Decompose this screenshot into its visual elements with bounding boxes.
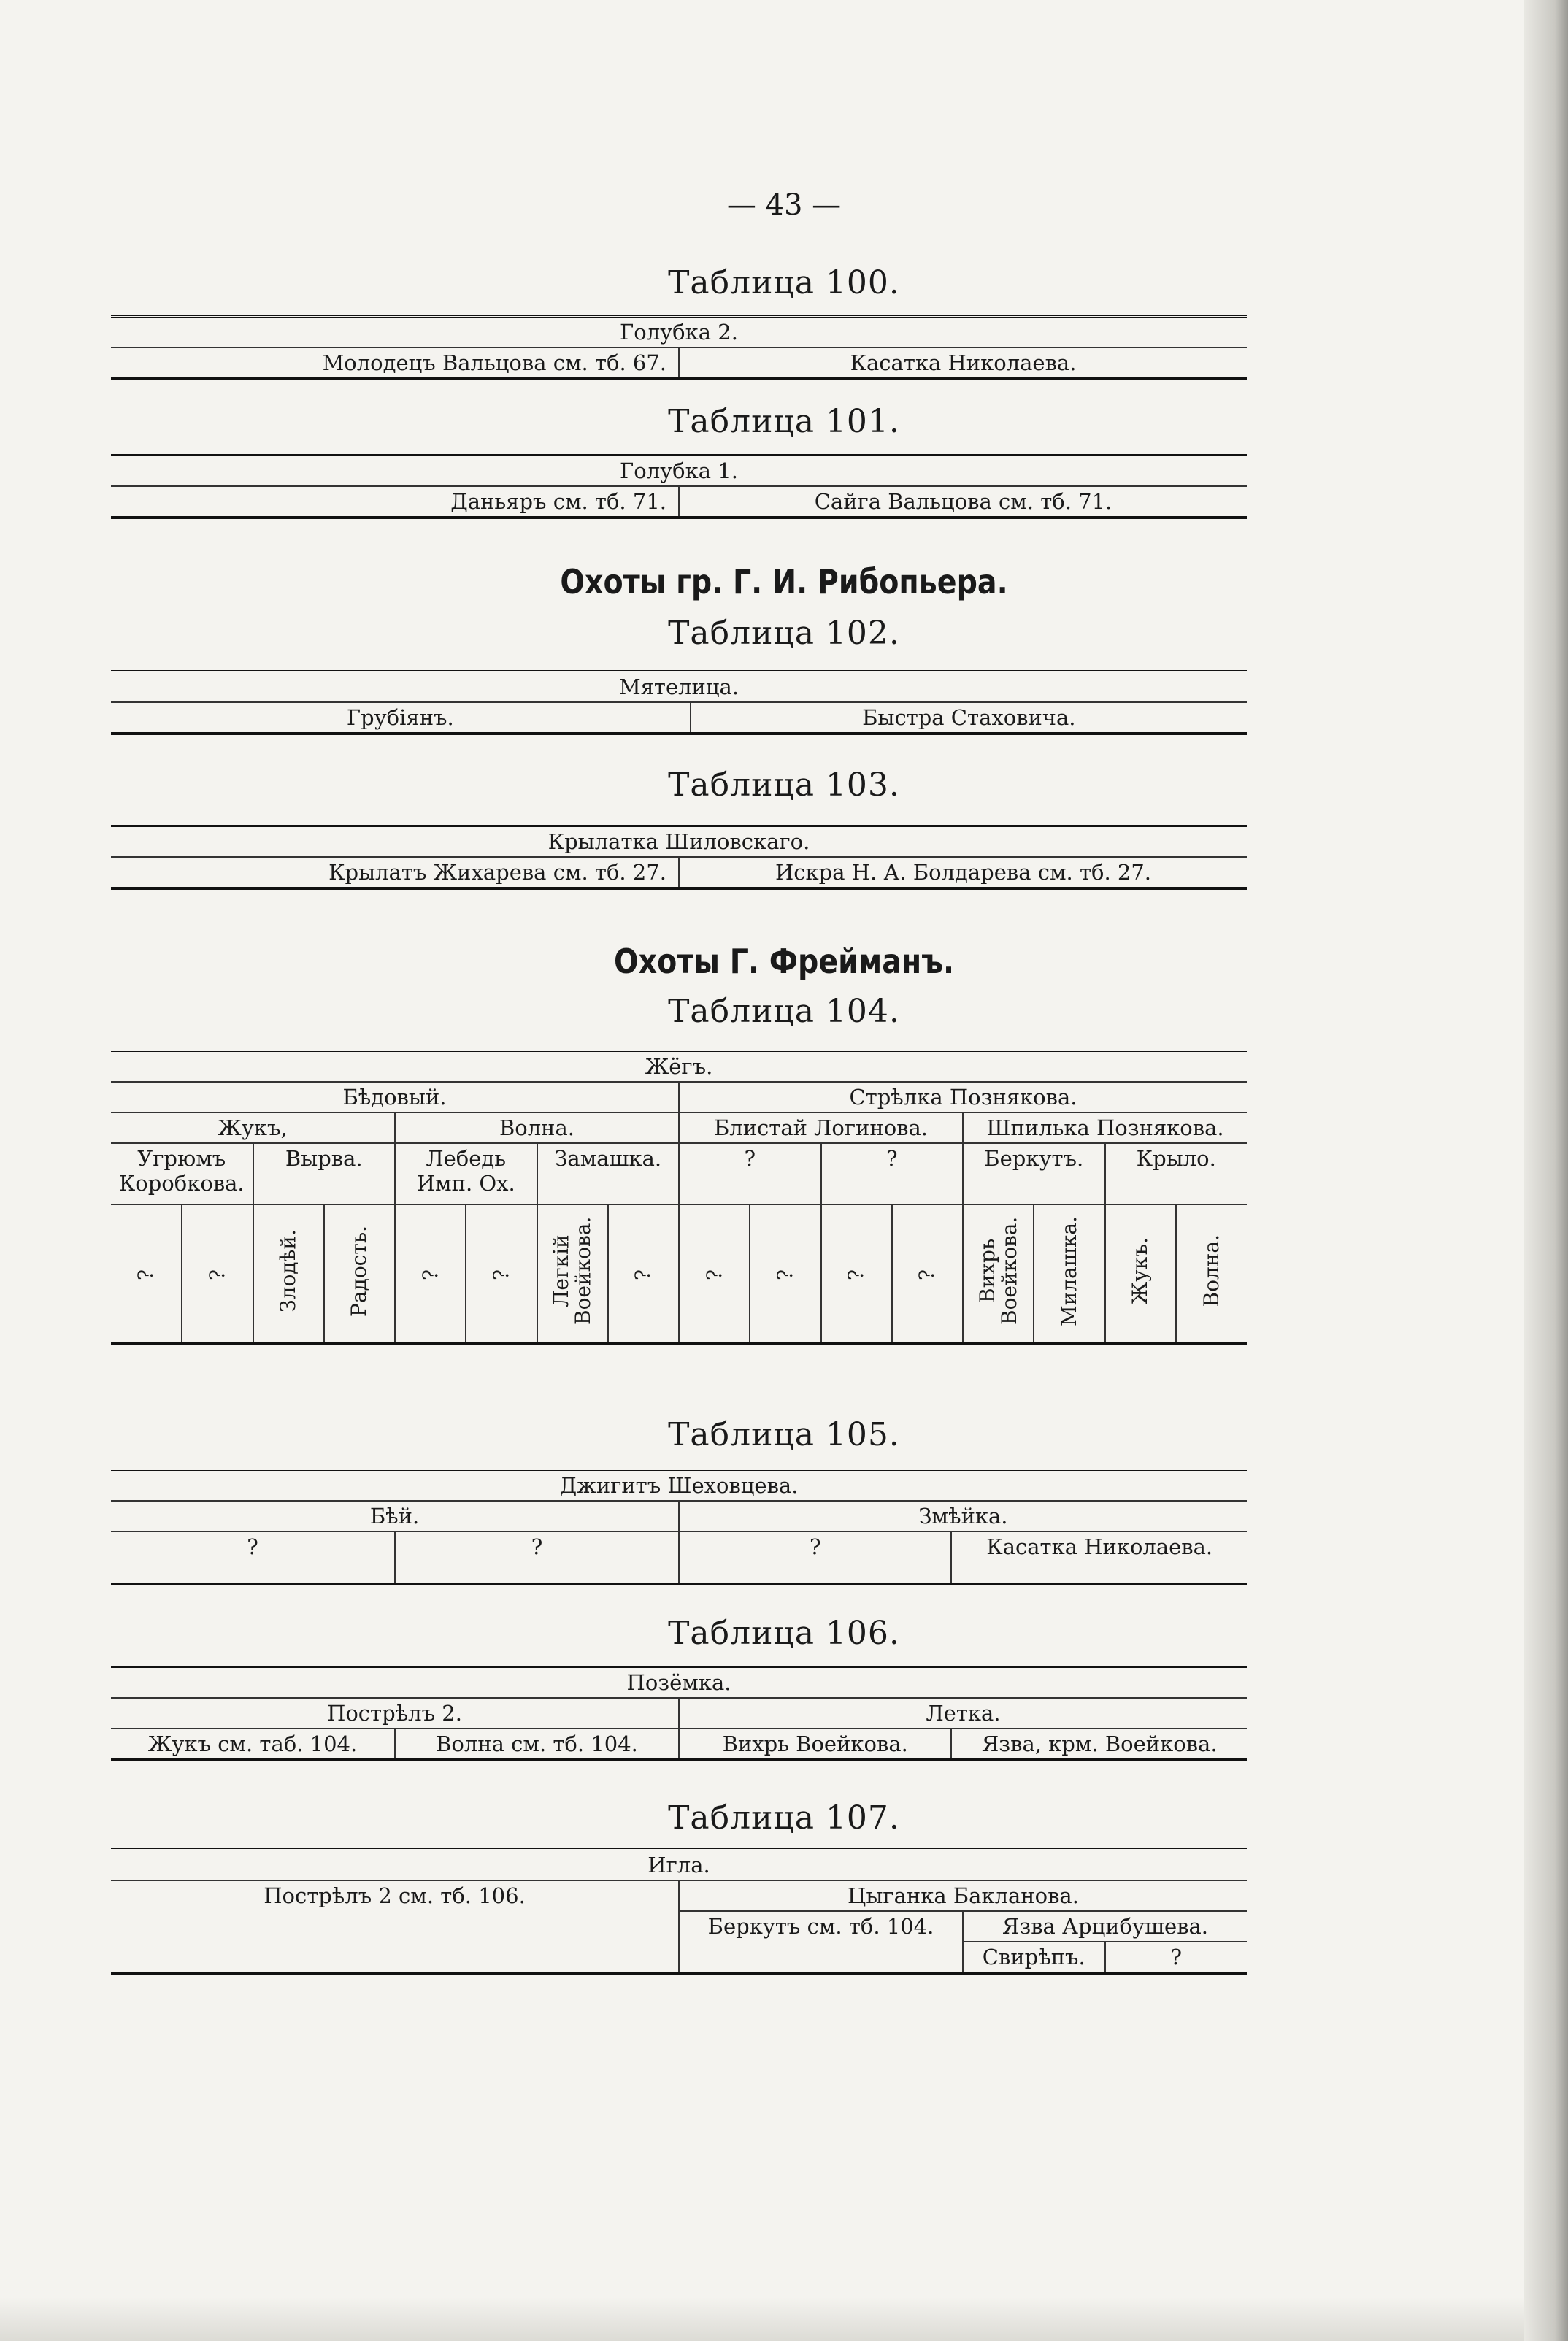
table-104 [111, 1050, 1247, 1345]
table-107-caption: Таблица 107. [668, 1799, 900, 1837]
page-bottom-shadow [0, 2297, 1524, 2341]
table-104-leaf [324, 1204, 395, 1343]
table-100-root: Голубка 2. [111, 317, 1247, 348]
table-106-parent: Пострѣлъ 2. [111, 1698, 679, 1729]
table-105-parent: Змѣйка. [679, 1501, 1247, 1531]
table-101-caption: Таблица 101. [668, 403, 900, 440]
table-106-parent: Летка. [679, 1698, 1247, 1729]
table-104-caption: Таблица 104. [668, 993, 900, 1030]
table-103-caption: Таблица 103. [668, 766, 900, 804]
table-101-root: Голубка 1. [111, 455, 1247, 487]
table-100 [111, 315, 1247, 380]
leaf-label: Радость. [347, 1225, 372, 1317]
table-103-right: Искра Н. А. Болдарева см. тб. 27. [679, 857, 1247, 888]
table-101 [111, 454, 1247, 519]
table-104-leaf [608, 1204, 679, 1343]
page-number: — 43 — [726, 188, 842, 222]
table-105-grandparent: Касатка Николаева. [951, 1531, 1247, 1584]
table-104-ancestor: ? [821, 1143, 964, 1204]
table-104-parent: Бѣдовый. [111, 1082, 679, 1112]
table-101-right: Сайга Вальцова см. тб. 71. [679, 486, 1247, 518]
table-104-leaf [1105, 1204, 1176, 1343]
table-103-left: Крылатъ Жихарева см. тб. 27. [111, 857, 679, 888]
leaf-label: Волна. [1199, 1234, 1223, 1307]
table-104-leaf [537, 1204, 608, 1343]
table-105-caption: Таблица 105. [668, 1416, 900, 1453]
leaf-label: ? [204, 1269, 229, 1281]
table-106-caption: Таблица 106. [668, 1615, 900, 1652]
table-104-ancestor: Крыло. [1105, 1143, 1248, 1204]
table-106-grandparent: Язва, крм. Воейкова. [951, 1729, 1247, 1760]
table-104-root: Жёгъ. [111, 1051, 1247, 1083]
table-105-grandparent: ? [679, 1531, 951, 1584]
table-104-leaf [1176, 1204, 1247, 1343]
leaf-label: ? [488, 1269, 513, 1281]
table-107-root: Игла. [111, 1850, 1247, 1881]
table-104-ancestor: ? [679, 1143, 821, 1204]
table-106-root: Позёмка. [111, 1667, 1247, 1699]
table-104-leaf [182, 1204, 253, 1343]
table-107-grandparent: Язва Арцибушева. [963, 1911, 1247, 1942]
table-104-ancestor: Лебедь Имп. Ох. [395, 1143, 537, 1204]
table-104-leaf [1034, 1204, 1104, 1343]
leaf-label: ? [702, 1269, 726, 1281]
table-104-leaf [821, 1204, 892, 1343]
table-103 [111, 825, 1247, 890]
table-104-grandparent: Волна. [395, 1112, 679, 1143]
table-107-left: Пострѣлъ 2 см. тб. 106. [111, 1880, 679, 1911]
table-104-leaf [892, 1204, 963, 1343]
table-107-ancestor: ? [1105, 1942, 1248, 1973]
table-106-grandparent: Жукъ см. таб. 104. [111, 1729, 395, 1760]
table-104-ancestor: Замашка. [537, 1143, 680, 1204]
table-102-left: Грубіянъ. [111, 702, 691, 734]
leaf-label: ? [134, 1269, 158, 1281]
table-104-ancestor: Вырва. [253, 1143, 396, 1204]
table-104-grandparent: Шпилька Познякова. [963, 1112, 1247, 1143]
table-102-root: Мятелица. [111, 672, 1247, 703]
table-104-leaf [466, 1204, 537, 1343]
leaf-label: Милашка. [1056, 1215, 1081, 1326]
table-103-root: Крылатка Шиловскаго. [111, 826, 1247, 858]
leaf-label: Жукъ. [1128, 1237, 1153, 1305]
table-104-grandparent: Жукъ, [111, 1112, 395, 1143]
table-104-grandparent: Блистай Логинова. [679, 1112, 963, 1143]
table-106 [111, 1666, 1247, 1761]
table-104-ancestor: Беркутъ. [963, 1143, 1105, 1204]
table-100-right: Касатка Николаева. [679, 347, 1247, 379]
table-105-grandparent: ? [395, 1531, 679, 1584]
table-104-leaf [253, 1204, 324, 1343]
table-104-leaf [111, 1204, 182, 1343]
page-edge-shadow [1524, 0, 1568, 2341]
table-107-right: Цыганка Бакланова. [679, 1880, 1247, 1911]
section-heading-ribopier: Охоты гр. Г. И. Рибопьера. [560, 562, 1008, 601]
table-100-left: Молодецъ Вальцова см. тб. 67. [111, 347, 679, 379]
table-107-empty [679, 1942, 963, 1973]
leaf-label: Легкій Воейкова. [549, 1216, 596, 1326]
table-104-leaf [750, 1204, 820, 1343]
table-107-empty [111, 1911, 679, 1942]
leaf-label: ? [772, 1269, 797, 1281]
table-105 [111, 1469, 1247, 1585]
leaf-label: ? [418, 1269, 442, 1281]
section-heading-freiman: Охоты Г. Фрейманъ. [613, 942, 955, 981]
table-105-grandparent: ? [111, 1531, 395, 1584]
table-102-caption: Таблица 102. [668, 615, 900, 652]
table-104-leaf [395, 1204, 466, 1343]
table-104-leaf [679, 1204, 750, 1343]
table-107-grandparent: Беркутъ см. тб. 104. [679, 1911, 963, 1942]
table-107 [111, 1848, 1247, 1975]
table-100-caption: Таблица 100. [668, 264, 900, 301]
table-102-right: Быстра Стаховича. [691, 702, 1247, 734]
leaf-label: ? [631, 1269, 656, 1281]
leaf-label: ? [915, 1269, 939, 1281]
table-104-leaf [963, 1204, 1034, 1343]
leaf-label: Злодѣй. [276, 1229, 301, 1312]
leaf-label: Вихрь Воейкова. [975, 1216, 1021, 1326]
table-105-root: Джигитъ Шеховцева. [111, 1470, 1247, 1502]
table-101-left: Даньяръ см. тб. 71. [111, 486, 679, 518]
table-102 [111, 670, 1247, 735]
table-104-parent: Стрѣлка Познякова. [679, 1082, 1247, 1112]
table-104-ancestor: Угрюмъ Коробкова. [111, 1143, 253, 1204]
table-106-grandparent: Вихрь Воейкова. [679, 1729, 951, 1760]
leaf-label: ? [844, 1269, 869, 1281]
table-107-ancestor: Свирѣпъ. [963, 1942, 1105, 1973]
table-107-empty [111, 1942, 679, 1973]
table-105-parent: Бѣй. [111, 1501, 679, 1531]
table-106-grandparent: Волна см. тб. 104. [395, 1729, 679, 1760]
